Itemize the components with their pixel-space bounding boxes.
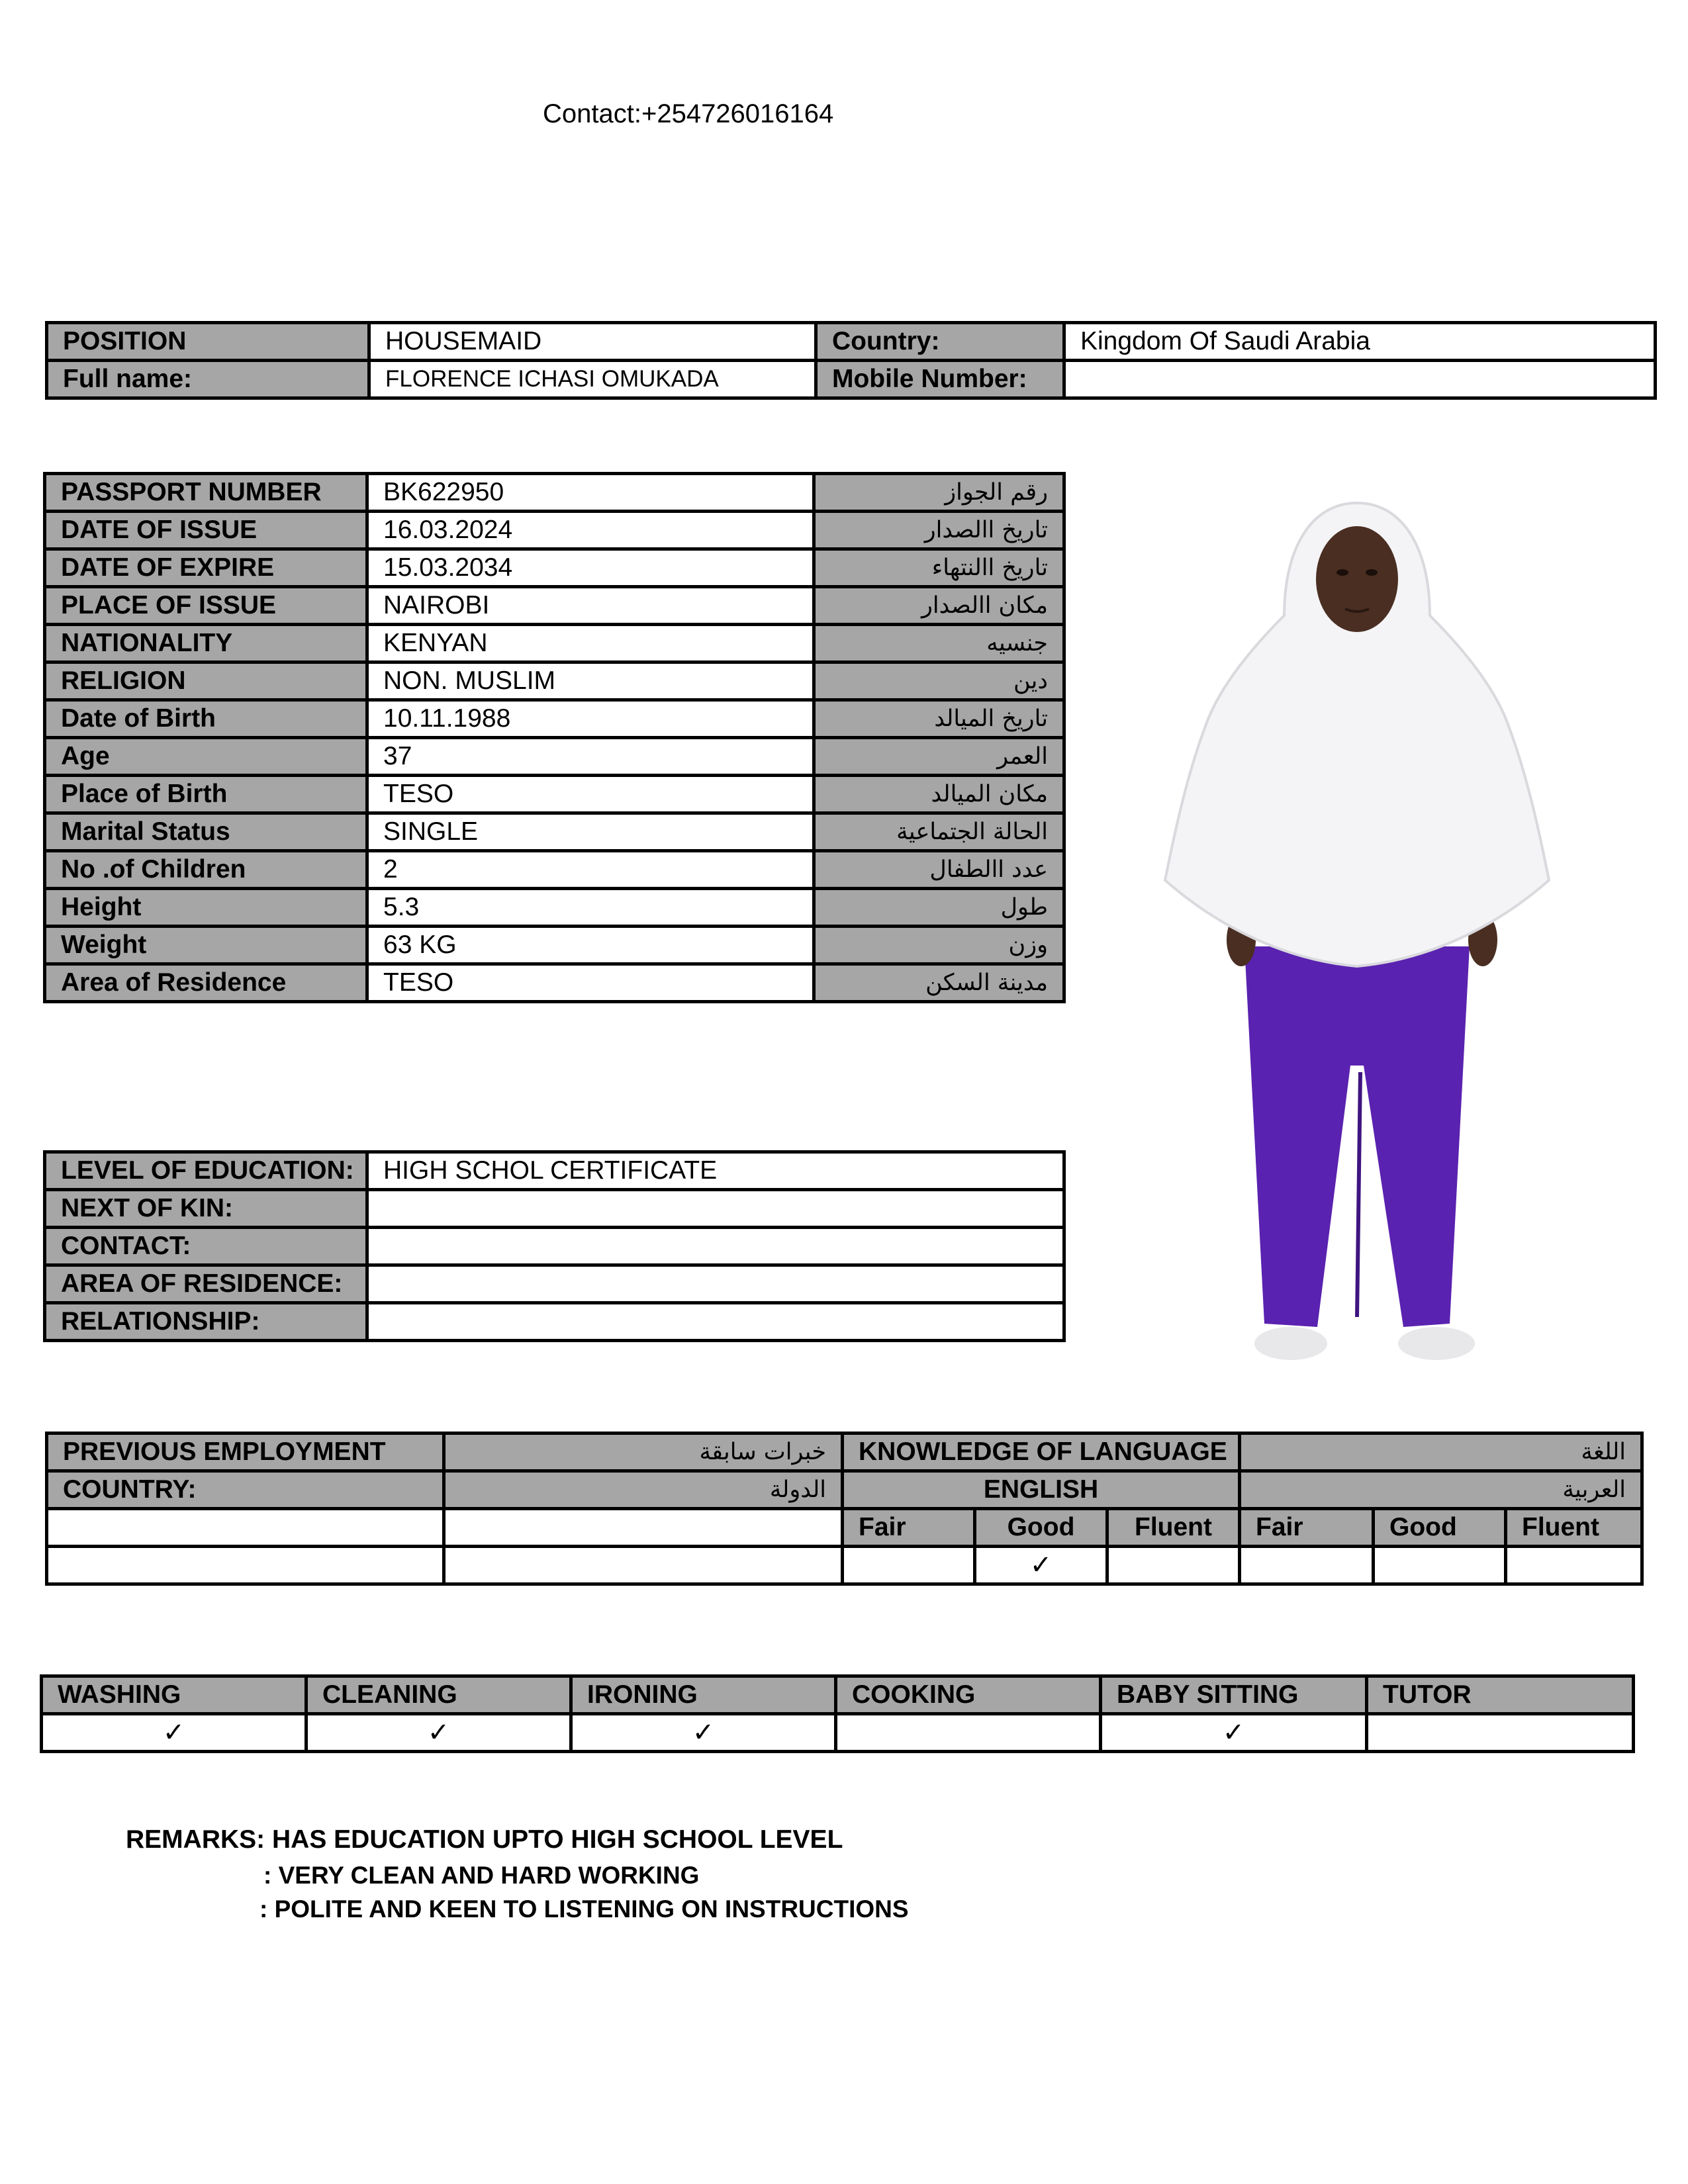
personal-label: Place of Birth (45, 776, 367, 813)
employment-detail-cell-2 (444, 1547, 843, 1584)
mobile-value (1064, 361, 1656, 398)
knowledge-language-label: KNOWLEDGE OF LANGUAGE (843, 1433, 1240, 1471)
personal-label: Marital Status (45, 813, 367, 851)
skill-header: CLEANING (306, 1676, 571, 1714)
personal-arabic-label: مكان الميالد (814, 776, 1064, 813)
personal-value: SINGLE (367, 813, 814, 851)
personal-value: 63 KG (367, 927, 814, 964)
personal-row (45, 738, 1064, 776)
personal-label: PLACE OF ISSUE (45, 587, 367, 625)
country-value: Kingdom Of Saudi Arabia (1064, 323, 1656, 361)
education-value (367, 1190, 1064, 1228)
contact-line: Contact:+254726016164 (543, 99, 834, 128)
english-label: ENGLISH (843, 1471, 1240, 1509)
skill-check: ✓ (306, 1714, 571, 1752)
skill-header: WASHING (42, 1676, 306, 1714)
arabic-good-label: Good (1374, 1509, 1506, 1547)
remarks-line-3: : POLITE AND KEEN TO LISTENING ON INSTRUCTIONS (259, 1895, 909, 1923)
personal-row (45, 549, 1064, 587)
skills-table (40, 1674, 1635, 1753)
arabic-fair-check (1240, 1547, 1374, 1584)
personal-arabic-label: طول (814, 889, 1064, 927)
education-row (45, 1265, 1064, 1303)
position-label: POSITION (47, 323, 369, 361)
personal-value: NAIROBI (367, 587, 814, 625)
personal-arabic-label: مدينة السكن (814, 964, 1064, 1002)
skill-check (1367, 1714, 1634, 1752)
personal-row (45, 889, 1064, 927)
personal-table (43, 472, 1066, 1003)
education-label: RELATIONSHIP: (45, 1303, 367, 1341)
personal-row (45, 587, 1064, 625)
employment-country-cell-2 (47, 1547, 444, 1584)
personal-value: 16.03.2024 (367, 512, 814, 549)
personal-label: RELIGION (45, 662, 367, 700)
personal-arabic-label: مكان االصدار (814, 587, 1064, 625)
personal-label: Height (45, 889, 367, 927)
education-label: CONTACT: (45, 1228, 367, 1265)
personal-arabic-label: دين (814, 662, 1064, 700)
personal-label: Area of Residence (45, 964, 367, 1002)
personal-arabic-label: تاريخ االنتهاء (814, 549, 1064, 587)
education-row (45, 1303, 1064, 1341)
personal-row (45, 474, 1064, 512)
english-fluent-label: Fluent (1107, 1509, 1240, 1547)
personal-row (45, 625, 1064, 662)
employment-country-label: COUNTRY: (47, 1471, 444, 1509)
personal-value: BK622950 (367, 474, 814, 512)
personal-arabic-label: تاريخ الميالد (814, 700, 1064, 738)
fullname-value: FLORENCE ICHASI OMUKADA (369, 361, 816, 398)
personal-value: 5.3 (367, 889, 814, 927)
personal-arabic-label: رقم الجواز (814, 474, 1064, 512)
personal-arabic-label: جنسيه (814, 625, 1064, 662)
personal-row (45, 700, 1064, 738)
english-fair-label: Fair (843, 1509, 975, 1547)
personal-value: TESO (367, 964, 814, 1002)
employment-language-table (45, 1432, 1644, 1586)
personal-arabic-label: العمر (814, 738, 1064, 776)
personal-label: Date of Birth (45, 700, 367, 738)
skill-check: ✓ (571, 1714, 836, 1752)
education-value: HIGH SCHOL CERTIFICATE (367, 1152, 1064, 1190)
personal-label: DATE OF EXPIRE (45, 549, 367, 587)
personal-arabic-label: عدد االطفال (814, 851, 1064, 889)
personal-value: NON. MUSLIM (367, 662, 814, 700)
skill-header: IRONING (571, 1676, 836, 1714)
education-table (43, 1150, 1066, 1342)
personal-label: NATIONALITY (45, 625, 367, 662)
education-label: NEXT OF KIN: (45, 1190, 367, 1228)
personal-value: 10.11.1988 (367, 700, 814, 738)
personal-row (45, 927, 1064, 964)
header-table (45, 321, 1657, 400)
position-value: HOUSEMAID (369, 323, 816, 361)
employment-detail-cell (444, 1509, 843, 1547)
language-arabic-label: اللغة (1240, 1433, 1642, 1471)
personal-value: KENYAN (367, 625, 814, 662)
personal-label: DATE OF ISSUE (45, 512, 367, 549)
personal-label: PASSPORT NUMBER (45, 474, 367, 512)
employment-country-cell (47, 1509, 444, 1547)
skill-check: ✓ (42, 1714, 306, 1752)
skill-check: ✓ (1101, 1714, 1367, 1752)
education-value (367, 1265, 1064, 1303)
skill-header: TUTOR (1367, 1676, 1634, 1714)
education-value (367, 1228, 1064, 1265)
education-label: AREA OF RESIDENCE: (45, 1265, 367, 1303)
personal-arabic-label: الحالة الجتماعية (814, 813, 1064, 851)
fullname-label: Full name: (47, 361, 369, 398)
education-row (45, 1228, 1064, 1265)
personal-value: 2 (367, 851, 814, 889)
personal-label: No .of Children (45, 851, 367, 889)
education-row (45, 1152, 1064, 1190)
personal-value: 15.03.2034 (367, 549, 814, 587)
personal-row (45, 964, 1064, 1002)
employment-country-arabic: الدولة (444, 1471, 843, 1509)
personal-value: 37 (367, 738, 814, 776)
english-good-check: ✓ (975, 1547, 1107, 1584)
candidate-photo (1152, 490, 1562, 1383)
skill-header: COOKING (836, 1676, 1101, 1714)
personal-arabic-label: وزن (814, 927, 1064, 964)
skill-check (836, 1714, 1101, 1752)
personal-row (45, 813, 1064, 851)
education-row (45, 1190, 1064, 1228)
personal-value: TESO (367, 776, 814, 813)
remarks-line-1: REMARKS: HAS EDUCATION UPTO HIGH SCHOOL LEVEL (126, 1825, 843, 1854)
education-value (367, 1303, 1064, 1341)
skill-header: BABY SITTING (1101, 1676, 1367, 1714)
country-label: Country: (816, 323, 1064, 361)
english-fair-check (843, 1547, 975, 1584)
arabic-fluent-label: Fluent (1506, 1509, 1642, 1547)
personal-row (45, 662, 1064, 700)
arabic-language-label: العربية (1240, 1471, 1642, 1509)
remarks-line-2: : VERY CLEAN AND HARD WORKING (263, 1862, 700, 1889)
mobile-label: Mobile Number: (816, 361, 1064, 398)
english-good-label: Good (975, 1509, 1107, 1547)
arabic-fair-label: Fair (1240, 1509, 1374, 1547)
english-fluent-check (1107, 1547, 1240, 1584)
personal-row (45, 512, 1064, 549)
personal-row (45, 851, 1064, 889)
personal-arabic-label: تاريخ االصدار (814, 512, 1064, 549)
education-label: LEVEL OF EDUCATION: (45, 1152, 367, 1190)
arabic-fluent-check (1506, 1547, 1642, 1584)
personal-label: Age (45, 738, 367, 776)
previous-employment-arabic: خبرات سابقة (444, 1433, 843, 1471)
arabic-good-check (1374, 1547, 1506, 1584)
personal-label: Weight (45, 927, 367, 964)
personal-row (45, 776, 1064, 813)
previous-employment-label: PREVIOUS EMPLOYMENT (47, 1433, 444, 1471)
